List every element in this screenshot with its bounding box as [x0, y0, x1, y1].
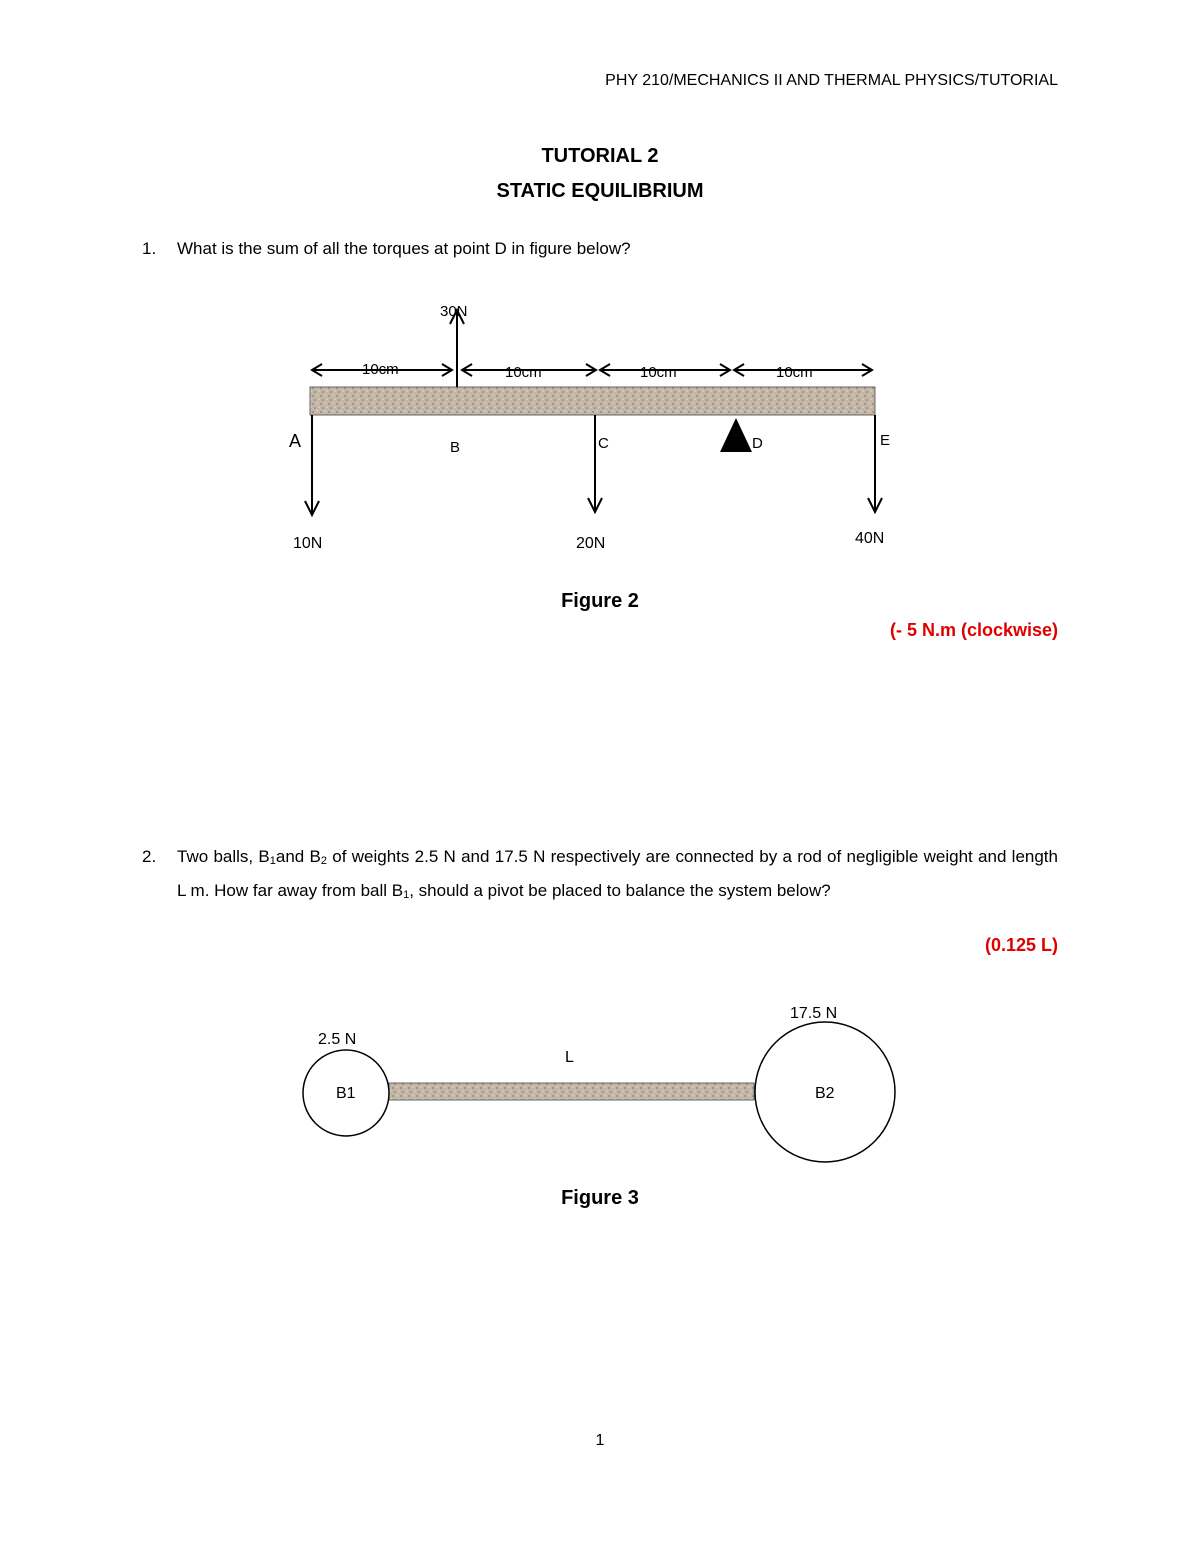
force-label-e: 40N: [855, 530, 885, 547]
question-1-answer: (- 5 N.m (clockwise): [889, 620, 1058, 640]
figure-2-diagram: [0, 290, 1200, 570]
ball-1-weight: 2.5 N: [318, 1031, 357, 1048]
tutorial-subtitle: STATIC EQUILIBRIUM: [496, 180, 704, 202]
rod: [389, 1083, 754, 1100]
point-label-e: E: [880, 432, 891, 449]
question-2-text: Two balls, B1and B2 of weights 2.5 N and 17.5 N respectively are connected by a rod of negligible weight and length L m. How far away from ball B1, should a pivot be placed to balance the system below?: [177, 847, 1058, 901]
force-arrow-down-c: [588, 415, 602, 512]
ball-1-label: B1: [336, 1085, 356, 1102]
force-up-label: 30N: [440, 303, 468, 320]
figure-3-diagram: [0, 990, 1200, 1180]
question-2-number: 2.: [142, 847, 157, 866]
ball-2-label: B2: [815, 1085, 835, 1102]
question-1-number: 1.: [142, 239, 157, 258]
force-arrow-up-b: [450, 310, 464, 387]
page-header: PHY 210/MECHANICS II AND THERMAL PHYSICS/TUTORIAL: [605, 72, 1058, 89]
point-label-d: D: [752, 435, 763, 452]
question-1: [142, 234, 1058, 264]
point-label-a: A: [289, 431, 302, 451]
tutorial-title: TUTORIAL 2: [541, 145, 659, 167]
page-number: 1: [595, 1432, 605, 1449]
force-arrow-down-e: [868, 415, 882, 512]
point-label-b: B: [450, 439, 461, 456]
force-label-a: 10N: [293, 535, 323, 552]
question-2-answer: (0.125 L): [984, 935, 1058, 955]
segment-label-2: 10cm: [505, 364, 542, 381]
segment-label-3: 10cm: [640, 364, 677, 381]
question-2: [142, 842, 1058, 934]
figure-3-caption: Figure 3: [561, 1187, 639, 1209]
beam: [310, 387, 875, 415]
segment-label-4: 10cm: [776, 364, 813, 381]
force-arrow-down-a: [305, 415, 319, 515]
figure-2-caption: Figure 2: [561, 590, 639, 612]
segment-label-1: 10cm: [362, 361, 399, 378]
question-1-text: What is the sum of all the torques at point D in figure below?: [177, 239, 631, 258]
point-label-c: C: [598, 435, 609, 452]
rod-label: L: [565, 1049, 574, 1066]
force-label-c: 20N: [576, 535, 606, 552]
ball-2-weight: 17.5 N: [790, 1005, 838, 1022]
pivot-triangle: [720, 418, 752, 452]
